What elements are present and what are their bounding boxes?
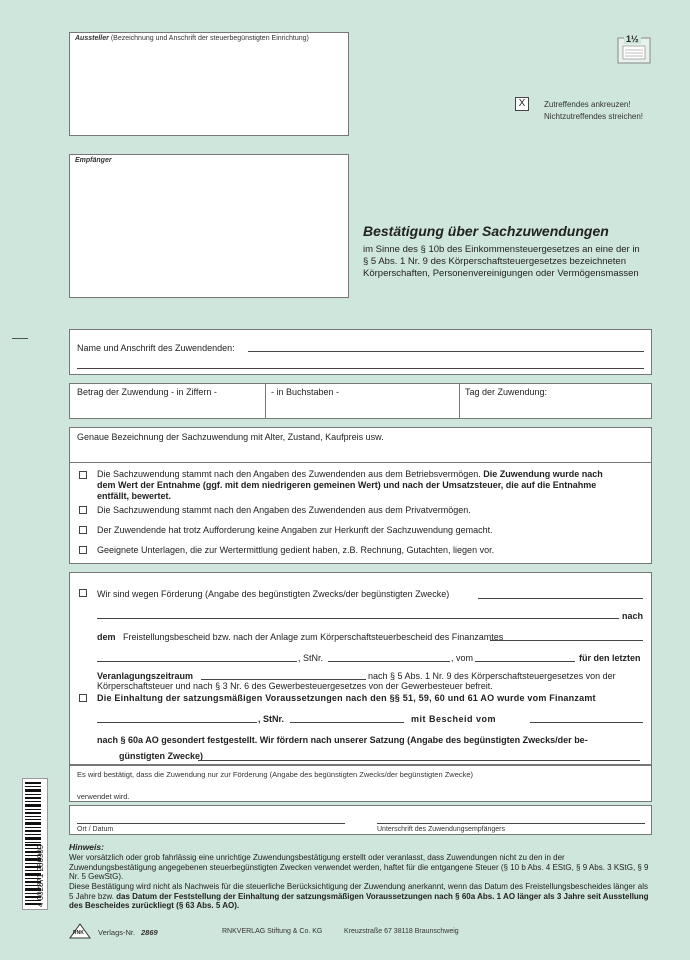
place-date-line[interactable] — [77, 823, 345, 824]
foerderung-checkbox[interactable] — [79, 589, 87, 597]
name-box[interactable] — [69, 329, 652, 375]
hinweis-paragraph-1: Wer vorsätzlich oder grob fahrlässig eine unrichtige Zuwendungsbestätigung erstellt oder veranlasst, dass Zuwendungen nicht zu den in der Zuwendungsbestätigung angegebenen steuerbegünstigten Zwecken verwendet werden, haftet für die entgangene Steuer (§ 10 b Abs. 4 EStG, § 9 Abs. 3 KStG, § 9 Nr. 5 GewStG). — [69, 853, 649, 881]
signature-line[interactable] — [377, 823, 645, 824]
fold-mark — [12, 338, 28, 339]
foerderung-purpose-line-1[interactable] — [478, 598, 643, 599]
einhaltung-checkbox[interactable] — [79, 694, 87, 702]
verlag-number: 2869 — [141, 928, 158, 937]
finanzamt-name-line[interactable] — [97, 661, 297, 662]
description-label: Genaue Bezeichnung der Sachzuwendung mit Alter, Zustand, Kaufpreis usw. — [77, 432, 384, 442]
hinweis-paragraph-2: Diese Bestätigung wird nicht als Nachweis für die steuerliche Berücksichtigung der Zuwendung anerkannt, wenn das Datum des Freistellungsbescheides länger als 5 Jahre bzw. das Datum der Feststellung der Einhaltung der satzungsmäßigen Voraussetzungen nach § 60a Abs. 1 AO länger als 3 Jahre seit Ausstellung des Bescheides zurückliegt (§ 63 Abs. 5 AO). — [69, 882, 649, 910]
option-documents-label: Geeignete Unterlagen, die zur Wertermittlung gedient haben, z.B. Rechnung, Gutachten, liegen vor. — [97, 545, 495, 555]
hinweis-title: Hinweis: — [69, 842, 104, 852]
option-private-checkbox[interactable] — [79, 506, 87, 514]
signature-label: Unterschrift des Zuwendungsempfängers — [377, 826, 506, 833]
confirm-line-2: verwendet wird. — [77, 792, 130, 801]
foerderung-vz: Veranlagungszeitraum — [97, 671, 194, 681]
name-line-2[interactable] — [77, 368, 644, 369]
legend-line-1: Zutreffendes ankreuzen! — [544, 100, 631, 109]
name-line-1[interactable] — [248, 351, 644, 352]
foerderung-stnr: , StNr. — [298, 653, 324, 663]
confirm-line-1: Es wird bestätigt, dass die Zuwendung nur zur Förderung (Angabe des begünstigten Zwecks/der begünstigten Zwecke) — [77, 770, 474, 779]
foerderung-befreit: Körperschaftsteuer und nach § 3 Nr. 6 des Gewerbesteuergesetzes von der Gewerbesteuer befreit. — [97, 681, 493, 691]
option-documents-checkbox[interactable] — [79, 546, 87, 554]
satzung-purpose-line[interactable] — [198, 760, 640, 761]
aussteller-box[interactable] — [69, 32, 349, 136]
logo-text: RNK — [73, 930, 84, 936]
place-date-label: Ort / Datum — [77, 826, 114, 833]
option-business-line-2: dem Wert der Entnahme (ggf. mit dem niedrigeren gemeinen Wert) und nach der Umsatzsteuer, die auf die Entnahme — [97, 480, 597, 490]
foerderung-freistellung: dem Freistellungsbescheid bzw. nach der Anlage zum Körperschaftsteuerbescheid des Finanzamtes — [97, 632, 504, 642]
foerderung-line-1: Wir sind wegen Förderung (Angabe des begünstigten Zwecks/der begünstigten Zwecke) — [97, 589, 450, 599]
foerderung-vom: , vom — [451, 653, 474, 663]
empfaenger-box[interactable] — [69, 154, 349, 298]
option-business-checkbox[interactable] — [79, 471, 87, 479]
finanzamt-line[interactable] — [490, 640, 643, 641]
amount-divider-2 — [459, 384, 460, 418]
publisher-name: RNKVERLAG Stiftung & Co. KG — [222, 928, 323, 935]
option-business-line-3: entfällt, bewertet. — [97, 491, 172, 501]
foerderung-einhaltung: Die Einhaltung der satzungsmäßigen Voraussetzungen nach den §§ 51, 59, 60 und 61 AO wurde vom Finanzamt — [97, 693, 596, 703]
verlag-label: Verlags-Nr. — [98, 928, 136, 937]
option-private-label: Die Sachzuwendung stammt nach den Angaben des Zuwendenden aus dem Privatvermögen. — [97, 505, 471, 515]
empfaenger-label: Empfänger — [75, 157, 112, 164]
option-no-info-checkbox[interactable] — [79, 526, 87, 534]
form-number-badge — [617, 34, 651, 64]
amount-digits-label: Betrag der Zuwendung - in Ziffern - — [77, 387, 217, 397]
option-no-info-label: Der Zuwendende hat trotz Aufforderung keine Angaben zur Herkunft der Sachzuwendung gemacht. — [97, 525, 493, 535]
date-label: Tag der Zuwendung: — [465, 387, 548, 397]
option-business-line-1: Die Sachzuwendung stammt nach den Angaben des Zuwendenden aus dem Betriebsvermögen. Die Zuwendung wurde nach — [97, 469, 603, 479]
heading-line-3: Körperschaften, Personenvereinigungen oder Vermögensmassen — [363, 268, 639, 279]
options-box — [69, 463, 652, 564]
amount-divider-1 — [265, 384, 266, 418]
bescheid-date-line[interactable] — [530, 722, 643, 723]
badge-number: 1½ — [626, 34, 639, 44]
foerderung-stnr-2: , StNr. — [258, 714, 285, 724]
foerderung-box — [69, 572, 652, 765]
vz-line[interactable] — [201, 679, 366, 680]
finanzamt-line-2[interactable] — [97, 722, 257, 723]
heading-line-2: § 5 Abs. 1 Nr. 9 des Körperschaftsteuergesetzes bezeichneten — [363, 256, 626, 267]
legend-line-2: Nichtzutreffendes streichen! — [544, 112, 644, 121]
foerderung-letzten: für den letzten — [579, 653, 641, 663]
foerderung-purpose-line-2[interactable] — [97, 618, 619, 619]
stnr-line-2[interactable] — [290, 722, 404, 723]
confirm-box — [69, 765, 652, 802]
foerderung-bescheid: mit Bescheid vom — [411, 714, 497, 724]
legend-mark: X — [515, 97, 529, 111]
publisher-address: Kreuzstraße 67 38118 Braunschweig — [344, 928, 459, 935]
barcode — [22, 778, 48, 910]
description-box[interactable] — [69, 427, 652, 463]
foerderung-guenstigten: günstigten Zwecke) — [119, 751, 204, 761]
aussteller-label: Aussteller (Bezeichnung und Anschrift der steuerbegünstigten Einrichtung) — [75, 35, 309, 42]
barcode-digits: 4 002871 286909 — [36, 844, 45, 907]
stnr-line[interactable] — [328, 661, 450, 662]
publisher-logo — [69, 923, 91, 939]
foerderung-vz-rest: nach § 5 Abs. 1 Nr. 9 des Körperschaftsteuergesetzes von der — [368, 671, 616, 681]
heading-line-1: im Sinne des § 10b des Einkommensteuergesetzes an eine der in — [363, 244, 640, 255]
document-title: Bestätigung über Sachzuwendungen — [363, 223, 609, 239]
foerderung-nach: nach — [622, 611, 644, 621]
amount-words-label: - in Buchstaben - — [271, 387, 340, 397]
foerderung-gesondert: nach § 60a AO gesondert festgestellt. Wir fördern nach unserer Satzung (Angabe des begünstigten Zwecks/der be- — [97, 735, 588, 745]
amount-box[interactable] — [69, 383, 652, 419]
vom-date-line[interactable] — [475, 661, 575, 662]
name-label: Name und Anschrift des Zuwendenden: — [77, 343, 235, 353]
signature-box — [69, 805, 652, 835]
